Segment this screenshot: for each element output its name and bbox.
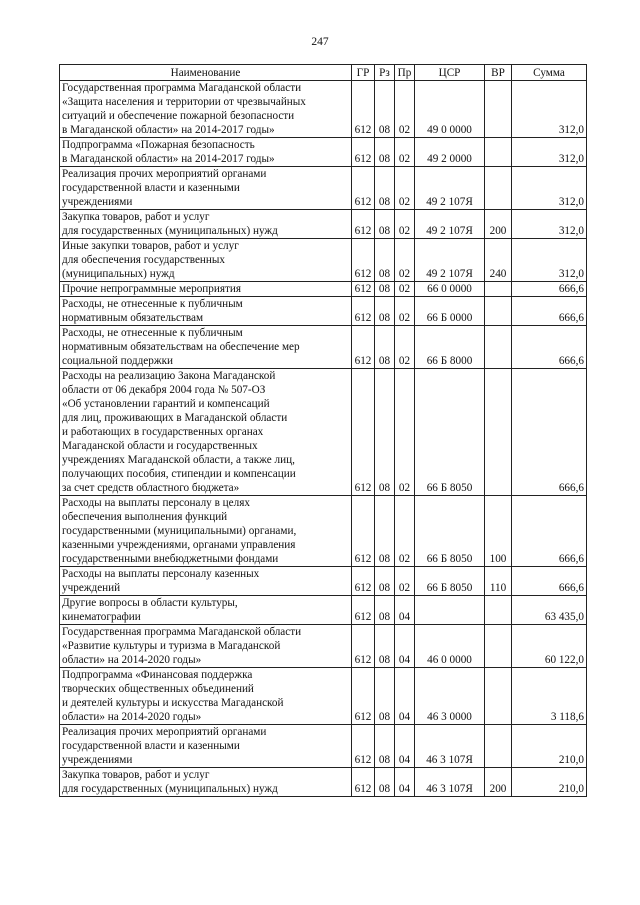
row-name-line: Реализация прочих мероприятий органами (62, 726, 267, 738)
table-row (60, 138, 587, 167)
row-csr: 49 2 107Я (415, 210, 485, 239)
row-name (60, 326, 352, 369)
row-sum: 210,0 (512, 768, 587, 797)
row-csr: 66 Б 8050 (415, 369, 485, 496)
row-sum: 3 118,6 (512, 668, 587, 725)
row-gr: 612 (352, 138, 375, 167)
row-rz: 08 (375, 138, 395, 167)
row-csr: 66 0 0000 (415, 282, 485, 297)
row-csr: 46 3 0000 (415, 668, 485, 725)
table-row (60, 210, 587, 239)
row-sum: 312,0 (512, 210, 587, 239)
row-gr: 612 (352, 297, 375, 326)
row-pr: 02 (395, 567, 415, 596)
row-name-line: Расходы на выплаты персоналу в целях (62, 497, 250, 509)
row-name (60, 567, 352, 596)
row-gr: 612 (352, 768, 375, 797)
row-rz: 08 (375, 496, 395, 567)
row-name-line: Другие вопросы в области культуры, (62, 597, 238, 609)
row-name (60, 282, 352, 297)
row-name-line: государственной власти и казенными (62, 740, 240, 752)
row-gr: 612 (352, 167, 375, 210)
row-csr: 66 Б 8050 (415, 496, 485, 567)
row-vr (485, 81, 512, 138)
row-csr: 66 Б 0000 (415, 297, 485, 326)
table-row (60, 282, 587, 297)
row-pr: 02 (395, 239, 415, 282)
table-row (60, 567, 587, 596)
row-csr (415, 596, 485, 625)
row-pr: 02 (395, 167, 415, 210)
row-pr: 02 (395, 138, 415, 167)
row-rz: 08 (375, 167, 395, 210)
header-csr: ЦСР (415, 65, 485, 81)
row-gr: 612 (352, 282, 375, 297)
row-vr (485, 138, 512, 167)
row-name-line: области» на 2014-2020 годы» (62, 711, 202, 723)
row-gr: 612 (352, 567, 375, 596)
row-sum: 666,6 (512, 369, 587, 496)
row-vr (485, 167, 512, 210)
row-sum: 210,0 (512, 725, 587, 768)
row-name (60, 496, 352, 567)
row-rz: 08 (375, 81, 395, 138)
table-row (60, 297, 587, 326)
row-name (60, 596, 352, 625)
row-name-line: нормативным обязательствам на обеспечение мер (62, 341, 300, 353)
row-gr: 612 (352, 668, 375, 725)
row-name-line: ситуаций и обеспечение пожарной безопасности (62, 110, 295, 122)
row-csr: 66 Б 8050 (415, 567, 485, 596)
row-rz: 08 (375, 239, 395, 282)
row-name-line: творческих общественных объединений (62, 683, 254, 695)
row-gr: 612 (352, 596, 375, 625)
header-vr: ВР (485, 65, 512, 81)
row-rz: 08 (375, 725, 395, 768)
row-gr: 612 (352, 625, 375, 668)
row-vr (485, 668, 512, 725)
row-name-line: «Защита населения и территории от чрезвычайных (62, 96, 306, 108)
page-number: 247 (311, 36, 329, 48)
header-rz: Рз (375, 65, 395, 81)
row-vr: 200 (485, 210, 512, 239)
row-vr (485, 725, 512, 768)
row-pr: 02 (395, 81, 415, 138)
row-name-line: казенными учреждениями, органами управления (62, 539, 296, 551)
row-rz: 08 (375, 625, 395, 668)
row-sum: 666,6 (512, 297, 587, 326)
table-row (60, 668, 587, 725)
row-pr: 02 (395, 496, 415, 567)
row-name-line: в Магаданской области» на 2014-2017 годы» (62, 153, 275, 165)
row-name-line: Реализация прочих мероприятий органами (62, 168, 267, 180)
row-name-line: «Об установлении гарантий и компенсаций (62, 398, 270, 410)
row-sum: 312,0 (512, 167, 587, 210)
row-csr: 49 2 107Я (415, 167, 485, 210)
row-vr: 110 (485, 567, 512, 596)
row-name-line: учреждений (62, 582, 121, 594)
row-name (60, 210, 352, 239)
row-name-line: в Магаданской области» на 2014-2017 годы» (62, 124, 275, 136)
row-pr: 02 (395, 282, 415, 297)
row-pr: 04 (395, 725, 415, 768)
row-rz: 08 (375, 297, 395, 326)
row-vr: 240 (485, 239, 512, 282)
row-name-line: социальной поддержки (62, 355, 174, 367)
row-rz: 08 (375, 326, 395, 369)
row-gr: 612 (352, 496, 375, 567)
row-csr: 46 3 107Я (415, 725, 485, 768)
row-name-line: учреждениями (62, 754, 133, 766)
row-name-line: Расходы на выплаты персоналу казенных (62, 568, 260, 580)
row-name-line: нормативным обязательствам (62, 312, 204, 324)
row-rz: 08 (375, 668, 395, 725)
row-vr (485, 596, 512, 625)
row-rz: 08 (375, 567, 395, 596)
header-sum: Сумма (512, 65, 587, 81)
row-sum: 666,6 (512, 282, 587, 297)
row-name-line: области от 06 декабря 2004 года № 507-ОЗ (62, 384, 266, 396)
row-name-line: государственными (муниципальными) органами, (62, 525, 297, 537)
row-name-line: Расходы, не отнесенные к публичным (62, 298, 243, 310)
row-csr: 46 3 107Я (415, 768, 485, 797)
row-gr: 612 (352, 326, 375, 369)
row-name (60, 625, 352, 668)
row-name-line: учреждениях Магаданской области, а также лиц, (62, 454, 295, 466)
row-gr: 612 (352, 239, 375, 282)
row-sum: 63 435,0 (512, 596, 587, 625)
table-row (60, 596, 587, 625)
row-name-line: государственной власти и казенными (62, 182, 240, 194)
row-name-line: Закупка товаров, работ и услуг (62, 211, 210, 223)
row-sum: 312,0 (512, 81, 587, 138)
row-name-line: государственными внебюджетными фондами (62, 553, 279, 565)
table-row (60, 768, 587, 797)
row-name (60, 239, 352, 282)
row-name-line: Прочие непрограммные мероприятия (62, 283, 242, 295)
row-rz: 08 (375, 282, 395, 297)
table-row (60, 725, 587, 768)
row-name-line: и деятелей культуры и искусства Магаданской (62, 697, 284, 709)
row-name-line: получающих пособия, стипендии и компенсации (62, 468, 296, 480)
row-name-line: за счет средств областного бюджета» (62, 482, 240, 494)
row-vr: 200 (485, 768, 512, 797)
row-name-line: Подпрограмма «Финансовая поддержка (62, 669, 253, 681)
row-name (60, 668, 352, 725)
row-pr: 04 (395, 768, 415, 797)
row-rz: 08 (375, 369, 395, 496)
row-name-line: Расходы, не отнесенные к публичным (62, 327, 243, 339)
row-csr: 49 0 0000 (415, 81, 485, 138)
row-name-line: Расходы на реализацию Закона Магаданской (62, 370, 276, 382)
row-name (60, 369, 352, 496)
row-vr (485, 326, 512, 369)
row-name-line: «Развитие культуры и туризма в Магаданской (62, 640, 281, 652)
row-pr: 02 (395, 210, 415, 239)
row-rz: 08 (375, 210, 395, 239)
header-name: Наименование (60, 65, 352, 81)
row-sum: 312,0 (512, 239, 587, 282)
header-gr: ГР (352, 65, 375, 81)
row-vr (485, 297, 512, 326)
table-header-row (60, 65, 587, 81)
row-name-line: Государственная программа Магаданской области (62, 82, 302, 94)
row-sum: 666,6 (512, 567, 587, 596)
row-name (60, 297, 352, 326)
row-name-line: для лиц, проживающих в Магаданской области (62, 412, 288, 424)
table-row (60, 239, 587, 282)
table-row (60, 81, 587, 138)
row-name (60, 167, 352, 210)
row-name-line: для государственных (муниципальных) нужд (62, 783, 278, 795)
row-rz: 08 (375, 768, 395, 797)
row-sum: 60 122,0 (512, 625, 587, 668)
row-gr: 612 (352, 81, 375, 138)
row-vr (485, 369, 512, 496)
row-name-line: обеспечения выполнения функций (62, 511, 228, 523)
table-row (60, 369, 587, 496)
row-name-line: и работающих в государственных органах (62, 426, 264, 438)
row-name-line: Магаданской области и государственных (62, 440, 258, 452)
row-sum: 666,6 (512, 496, 587, 567)
row-name-line: области» на 2014-2020 годы» (62, 654, 202, 666)
row-name-line: учреждениями (62, 196, 133, 208)
row-vr (485, 282, 512, 297)
table-row (60, 496, 587, 567)
row-name-line: Закупка товаров, работ и услуг (62, 769, 210, 781)
row-name-line: Государственная программа Магаданской области (62, 626, 302, 638)
row-name-line: для государственных (муниципальных) нужд (62, 225, 278, 237)
row-pr: 02 (395, 297, 415, 326)
row-pr: 04 (395, 668, 415, 725)
row-gr: 612 (352, 369, 375, 496)
row-name (60, 768, 352, 797)
table-row (60, 167, 587, 210)
table-row (60, 326, 587, 369)
row-name-line: Подпрограмма «Пожарная безопасность (62, 139, 255, 151)
row-gr: 612 (352, 725, 375, 768)
row-vr (485, 625, 512, 668)
row-sum: 666,6 (512, 326, 587, 369)
row-csr: 46 0 0000 (415, 625, 485, 668)
table-row (60, 625, 587, 668)
row-pr: 04 (395, 596, 415, 625)
header-pr: Пр (395, 65, 415, 81)
row-rz: 08 (375, 596, 395, 625)
row-pr: 04 (395, 625, 415, 668)
row-name-line: кинематографии (62, 611, 141, 623)
row-csr: 49 2 0000 (415, 138, 485, 167)
row-pr: 02 (395, 326, 415, 369)
row-name-line: для обеспечения государственных (62, 254, 226, 266)
row-sum: 312,0 (512, 138, 587, 167)
row-name (60, 138, 352, 167)
row-vr: 100 (485, 496, 512, 567)
row-csr: 49 2 107Я (415, 239, 485, 282)
row-gr: 612 (352, 210, 375, 239)
row-pr: 02 (395, 369, 415, 496)
row-name (60, 81, 352, 138)
row-name (60, 725, 352, 768)
row-name-line: Иные закупки товаров, работ и услуг (62, 240, 239, 252)
row-csr: 66 Б 8000 (415, 326, 485, 369)
budget-table (59, 64, 587, 797)
row-name-line: (муниципальных) нужд (62, 268, 175, 280)
